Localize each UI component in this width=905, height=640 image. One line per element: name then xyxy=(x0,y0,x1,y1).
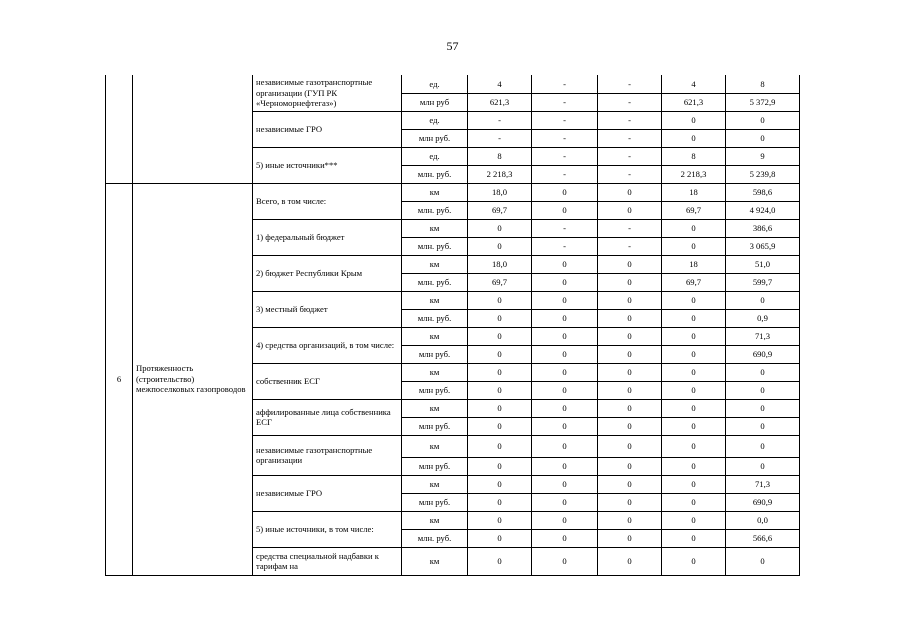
value-cell: 0 xyxy=(726,399,800,417)
value-cell: 0 xyxy=(468,381,532,399)
row-label: 2) бюджет Республики Крым xyxy=(253,255,402,291)
row-label: средства специальной надбавки к тарифам на xyxy=(253,547,402,575)
value-cell: - xyxy=(532,93,598,111)
value-cell: 2 218,3 xyxy=(662,165,726,183)
value-cell: 690,9 xyxy=(726,493,800,511)
row-label: 5) иные источники, в том числе: xyxy=(253,511,402,547)
section-number: 6 xyxy=(106,183,133,575)
value-cell: 0 xyxy=(532,201,598,219)
value-cell: 0 xyxy=(726,457,800,475)
value-cell: 0 xyxy=(662,457,726,475)
unit-cell: млн руб. xyxy=(402,417,468,435)
value-cell: 0 xyxy=(532,183,598,201)
value-cell: - xyxy=(532,165,598,183)
value-cell: 0 xyxy=(468,345,532,363)
value-cell: 0 xyxy=(726,547,800,575)
value-cell: 0 xyxy=(662,237,726,255)
value-cell: 51,0 xyxy=(726,255,800,273)
row-label: независимые газотранспортные организации xyxy=(253,435,402,475)
value-cell: 0 xyxy=(532,417,598,435)
value-cell: 5 239,8 xyxy=(726,165,800,183)
value-cell: 3 065,9 xyxy=(726,237,800,255)
value-cell: 0 xyxy=(662,309,726,327)
unit-cell: км xyxy=(402,511,468,529)
value-cell: 71,3 xyxy=(726,475,800,493)
value-cell: 69,7 xyxy=(662,273,726,291)
value-cell: 0 xyxy=(532,345,598,363)
table-row xyxy=(106,75,800,93)
value-cell: 0 xyxy=(468,291,532,309)
value-cell: 0,9 xyxy=(726,309,800,327)
value-cell: 386,6 xyxy=(726,219,800,237)
value-cell: 0 xyxy=(598,363,662,381)
unit-cell: млн руб. xyxy=(402,129,468,147)
value-cell: 599,7 xyxy=(726,273,800,291)
value-cell: 0 xyxy=(662,111,726,129)
value-cell: 0 xyxy=(468,529,532,547)
value-cell: 0 xyxy=(532,363,598,381)
value-cell: - xyxy=(598,93,662,111)
value-cell: 0 xyxy=(662,219,726,237)
value-cell: - xyxy=(532,111,598,129)
indicator-name: Протяженность (строительство) межпоселковых газопроводов xyxy=(133,183,253,575)
value-cell: 0 xyxy=(598,183,662,201)
value-cell: 0 xyxy=(662,493,726,511)
value-cell: 0 xyxy=(532,291,598,309)
value-cell: 0 xyxy=(598,435,662,457)
value-cell: 0 xyxy=(532,493,598,511)
value-cell: 0 xyxy=(662,381,726,399)
value-cell: 621,3 xyxy=(662,93,726,111)
unit-cell: км xyxy=(402,475,468,493)
unit-cell: млн. руб. xyxy=(402,273,468,291)
value-cell: 4 924,0 xyxy=(726,201,800,219)
value-cell: 71,3 xyxy=(726,327,800,345)
value-cell: - xyxy=(532,219,598,237)
row-label: независимые газотранспортные организации (ГУП РК «Черноморнефтегаз») xyxy=(253,75,402,111)
value-cell: 0 xyxy=(598,255,662,273)
value-cell: 0 xyxy=(468,457,532,475)
data-table xyxy=(105,75,800,576)
value-cell: 598,6 xyxy=(726,183,800,201)
value-cell: 8 xyxy=(468,147,532,165)
value-cell: 8 xyxy=(726,75,800,93)
row-label: 3) местный бюджет xyxy=(253,291,402,327)
value-cell: 0 xyxy=(468,511,532,529)
unit-cell: млн руб. xyxy=(402,493,468,511)
value-cell: 0 xyxy=(468,493,532,511)
value-cell: 5 372,9 xyxy=(726,93,800,111)
unit-cell: км xyxy=(402,327,468,345)
value-cell: - xyxy=(598,147,662,165)
value-cell: - xyxy=(598,75,662,93)
unit-cell: млн руб. xyxy=(402,381,468,399)
value-cell: 0 xyxy=(598,381,662,399)
value-cell: 0 xyxy=(598,345,662,363)
row-label: аффилированные лица собственника ЕСГ xyxy=(253,399,402,435)
value-cell: 0 xyxy=(468,435,532,457)
value-cell: 0 xyxy=(662,547,726,575)
value-cell: 0 xyxy=(468,309,532,327)
value-cell: 0 xyxy=(726,363,800,381)
value-cell: 690,9 xyxy=(726,345,800,363)
value-cell: - xyxy=(468,111,532,129)
value-cell: 0 xyxy=(532,309,598,327)
value-cell: 0 xyxy=(598,327,662,345)
value-cell: 566,6 xyxy=(726,529,800,547)
value-cell: - xyxy=(532,147,598,165)
page-number: 57 xyxy=(446,39,459,53)
value-cell: 0 xyxy=(468,327,532,345)
unit-cell: км xyxy=(402,435,468,457)
value-cell: 0 xyxy=(468,237,532,255)
unit-cell: км xyxy=(402,399,468,417)
value-cell: 18,0 xyxy=(468,255,532,273)
value-cell: 18 xyxy=(662,183,726,201)
value-cell: 18,0 xyxy=(468,183,532,201)
unit-cell: млн руб. xyxy=(402,457,468,475)
unit-cell: млн руб. xyxy=(402,345,468,363)
value-cell: - xyxy=(532,237,598,255)
unit-cell: км xyxy=(402,547,468,575)
value-cell: 0 xyxy=(662,399,726,417)
value-cell: 0 xyxy=(662,435,726,457)
unit-cell: млн. руб. xyxy=(402,165,468,183)
value-cell: 0 xyxy=(532,273,598,291)
value-cell: 0 xyxy=(598,475,662,493)
value-cell: 0 xyxy=(468,547,532,575)
value-cell: - xyxy=(598,237,662,255)
value-cell: 0 xyxy=(662,327,726,345)
value-cell: 0 xyxy=(726,129,800,147)
unit-cell: км xyxy=(402,291,468,309)
value-cell: 0 xyxy=(726,435,800,457)
value-cell: - xyxy=(598,219,662,237)
value-cell: 0 xyxy=(662,475,726,493)
value-cell: 621,3 xyxy=(468,93,532,111)
value-cell: 0 xyxy=(468,219,532,237)
value-cell: 18 xyxy=(662,255,726,273)
value-cell: 8 xyxy=(662,147,726,165)
unit-cell: млн. руб. xyxy=(402,237,468,255)
value-cell: 0 xyxy=(598,529,662,547)
value-cell: 0 xyxy=(662,345,726,363)
unit-cell: ед. xyxy=(402,75,468,93)
value-cell: 0 xyxy=(726,417,800,435)
value-cell: 0 xyxy=(598,457,662,475)
value-cell: 69,7 xyxy=(662,201,726,219)
value-cell: 0 xyxy=(662,511,726,529)
value-cell: 2 218,3 xyxy=(468,165,532,183)
value-cell: 0 xyxy=(532,457,598,475)
value-cell: 0 xyxy=(662,529,726,547)
unit-cell: км xyxy=(402,183,468,201)
row-label: независимые ГРО xyxy=(253,475,402,511)
value-cell: 0 xyxy=(598,201,662,219)
value-cell: 0 xyxy=(532,475,598,493)
value-cell: 4 xyxy=(662,75,726,93)
value-cell: 0,0 xyxy=(726,511,800,529)
row-label: 4) средства организаций, в том числе: xyxy=(253,327,402,363)
row-label: собственник ЕСГ xyxy=(253,363,402,399)
unit-cell: млн руб xyxy=(402,93,468,111)
unit-cell: км xyxy=(402,219,468,237)
value-cell: - xyxy=(598,129,662,147)
value-cell: 0 xyxy=(532,399,598,417)
value-cell: 0 xyxy=(662,129,726,147)
number-cell-empty xyxy=(106,75,133,183)
value-cell: 0 xyxy=(598,493,662,511)
value-cell: 0 xyxy=(726,291,800,309)
value-cell: 0 xyxy=(468,475,532,493)
unit-cell: млн. руб. xyxy=(402,529,468,547)
row-label: Всего, в том числе: xyxy=(253,183,402,219)
value-cell: - xyxy=(532,75,598,93)
value-cell: 0 xyxy=(532,529,598,547)
value-cell: 0 xyxy=(598,511,662,529)
value-cell: 69,7 xyxy=(468,273,532,291)
value-cell: 0 xyxy=(598,547,662,575)
value-cell: 0 xyxy=(468,399,532,417)
value-cell: 9 xyxy=(726,147,800,165)
unit-cell: ед. xyxy=(402,111,468,129)
value-cell: 0 xyxy=(532,381,598,399)
value-cell: 0 xyxy=(598,273,662,291)
unit-cell: млн. руб. xyxy=(402,201,468,219)
value-cell: 0 xyxy=(598,417,662,435)
value-cell: 0 xyxy=(532,327,598,345)
value-cell: 0 xyxy=(662,417,726,435)
unit-cell: км xyxy=(402,363,468,381)
value-cell: 69,7 xyxy=(468,201,532,219)
value-cell: - xyxy=(598,165,662,183)
value-cell: 0 xyxy=(532,435,598,457)
value-cell: 0 xyxy=(598,291,662,309)
row-label: независимые ГРО xyxy=(253,111,402,147)
value-cell: - xyxy=(532,129,598,147)
row-label: 5) иные источники*** xyxy=(253,147,402,183)
table-row xyxy=(106,183,800,201)
value-cell: 4 xyxy=(468,75,532,93)
value-cell: 0 xyxy=(662,363,726,381)
value-cell: 0 xyxy=(726,381,800,399)
value-cell: 0 xyxy=(598,309,662,327)
indicator-cell-empty xyxy=(133,75,253,183)
value-cell: 0 xyxy=(468,363,532,381)
value-cell: 0 xyxy=(532,547,598,575)
unit-cell: км xyxy=(402,255,468,273)
value-cell: 0 xyxy=(532,255,598,273)
row-label: 1) федеральный бюджет xyxy=(253,219,402,255)
value-cell: 0 xyxy=(532,511,598,529)
unit-cell: млн. руб. xyxy=(402,309,468,327)
value-cell: - xyxy=(468,129,532,147)
unit-cell: ед. xyxy=(402,147,468,165)
value-cell: 0 xyxy=(662,291,726,309)
value-cell: - xyxy=(598,111,662,129)
value-cell: 0 xyxy=(598,399,662,417)
value-cell: 0 xyxy=(468,417,532,435)
value-cell: 0 xyxy=(726,111,800,129)
